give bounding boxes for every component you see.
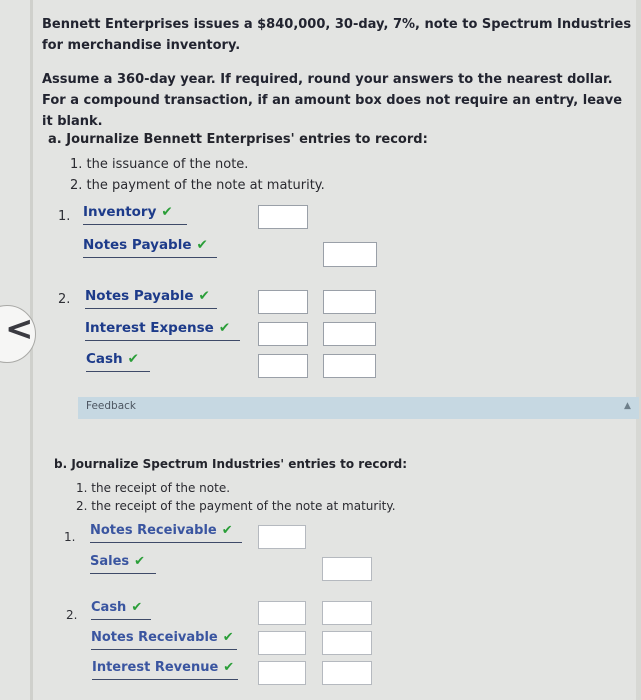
- entry-number: 2.: [66, 608, 78, 622]
- account-select-notes-payable[interactable]: [83, 237, 217, 258]
- account-label: Notes Receivable: [91, 630, 218, 645]
- account-label: Notes Payable: [85, 288, 194, 304]
- part-b-item-1: 1. the receipt of the note.: [76, 481, 231, 495]
- account-select-sales[interactable]: [90, 554, 156, 574]
- part-a-item-2: 2. the payment of the note at maturity.: [70, 178, 325, 193]
- credit-amount-input[interactable]: [322, 631, 372, 655]
- account-label: Cash: [91, 600, 127, 615]
- check-icon: ✔: [134, 554, 146, 569]
- account-select-cash[interactable]: [86, 351, 150, 372]
- feedback-bar[interactable]: [78, 397, 639, 419]
- entry-number: 1.: [58, 209, 71, 224]
- debit-amount-input[interactable]: [258, 290, 308, 314]
- account-select-inventory[interactable]: [83, 204, 187, 225]
- panel-right-edge: [636, 0, 641, 700]
- feedback-label[interactable]: Feedback: [86, 400, 137, 412]
- account-select-notes-receivable[interactable]: [90, 523, 242, 543]
- part-b-heading: b. Journalize Spectrum Industries' entries to record:: [54, 457, 407, 471]
- credit-amount-input[interactable]: [323, 322, 376, 346]
- check-icon: ✔: [218, 320, 231, 336]
- debit-amount-input[interactable]: [258, 661, 306, 685]
- expand-toggle-icon[interactable]: ▲: [624, 401, 631, 411]
- problem-instructions: Assume a 360-day year. If required, round your answers to the nearest dollar. For a compound transaction, if an amount box does not require an entry, leave it blank.: [42, 72, 623, 129]
- check-icon: ✔: [221, 523, 233, 538]
- credit-amount-input[interactable]: [323, 242, 377, 267]
- account-select-cash[interactable]: [91, 600, 151, 620]
- credit-amount-input[interactable]: [323, 354, 376, 378]
- part-b-item-2: 2. the receipt of the payment of the note at maturity.: [76, 499, 396, 513]
- account-label: Inventory: [83, 204, 157, 220]
- debit-amount-input[interactable]: [258, 631, 306, 655]
- account-select-notes-receivable[interactable]: [91, 630, 237, 650]
- credit-amount-input[interactable]: [322, 661, 372, 685]
- account-select-interest-expense[interactable]: [85, 320, 240, 341]
- debit-amount-input[interactable]: [258, 525, 306, 549]
- problem-statement: Bennett Enterprises issues a $840,000, 30-day, 7%, note to Spectrum Industries for merchandise inventory.: [42, 17, 632, 53]
- account-select-notes-payable[interactable]: [85, 288, 217, 309]
- check-icon: ✔: [127, 351, 139, 367]
- account-label: Notes Receivable: [90, 523, 217, 538]
- part-a-item-1: 1. the issuance of the note.: [70, 157, 249, 172]
- part-a-heading: a. Journalize Bennett Enterprises' entries to record:: [48, 132, 428, 147]
- debit-amount-input[interactable]: [258, 322, 308, 346]
- chevron-left-icon[interactable]: <: [5, 309, 34, 349]
- check-icon: ✔: [196, 237, 208, 253]
- account-label: Sales: [90, 554, 130, 569]
- account-select-interest-revenue[interactable]: [92, 660, 238, 680]
- account-label: Interest Revenue: [92, 660, 219, 675]
- account-label: Notes Payable: [83, 237, 192, 253]
- check-icon: ✔: [223, 660, 235, 675]
- check-icon: ✔: [131, 600, 143, 615]
- check-icon: ✔: [161, 204, 173, 220]
- credit-amount-input[interactable]: [323, 290, 376, 314]
- check-icon: ✔: [222, 630, 234, 645]
- account-label: Cash: [86, 351, 123, 367]
- debit-amount-input[interactable]: [258, 354, 308, 378]
- entry-number: 1.: [64, 530, 76, 544]
- debit-amount-input[interactable]: [258, 205, 308, 229]
- credit-amount-input[interactable]: [322, 601, 372, 625]
- account-label: Interest Expense: [85, 320, 214, 336]
- check-icon: ✔: [198, 288, 210, 304]
- entry-number: 2.: [58, 292, 71, 307]
- debit-amount-input[interactable]: [258, 601, 306, 625]
- credit-amount-input[interactable]: [322, 557, 372, 581]
